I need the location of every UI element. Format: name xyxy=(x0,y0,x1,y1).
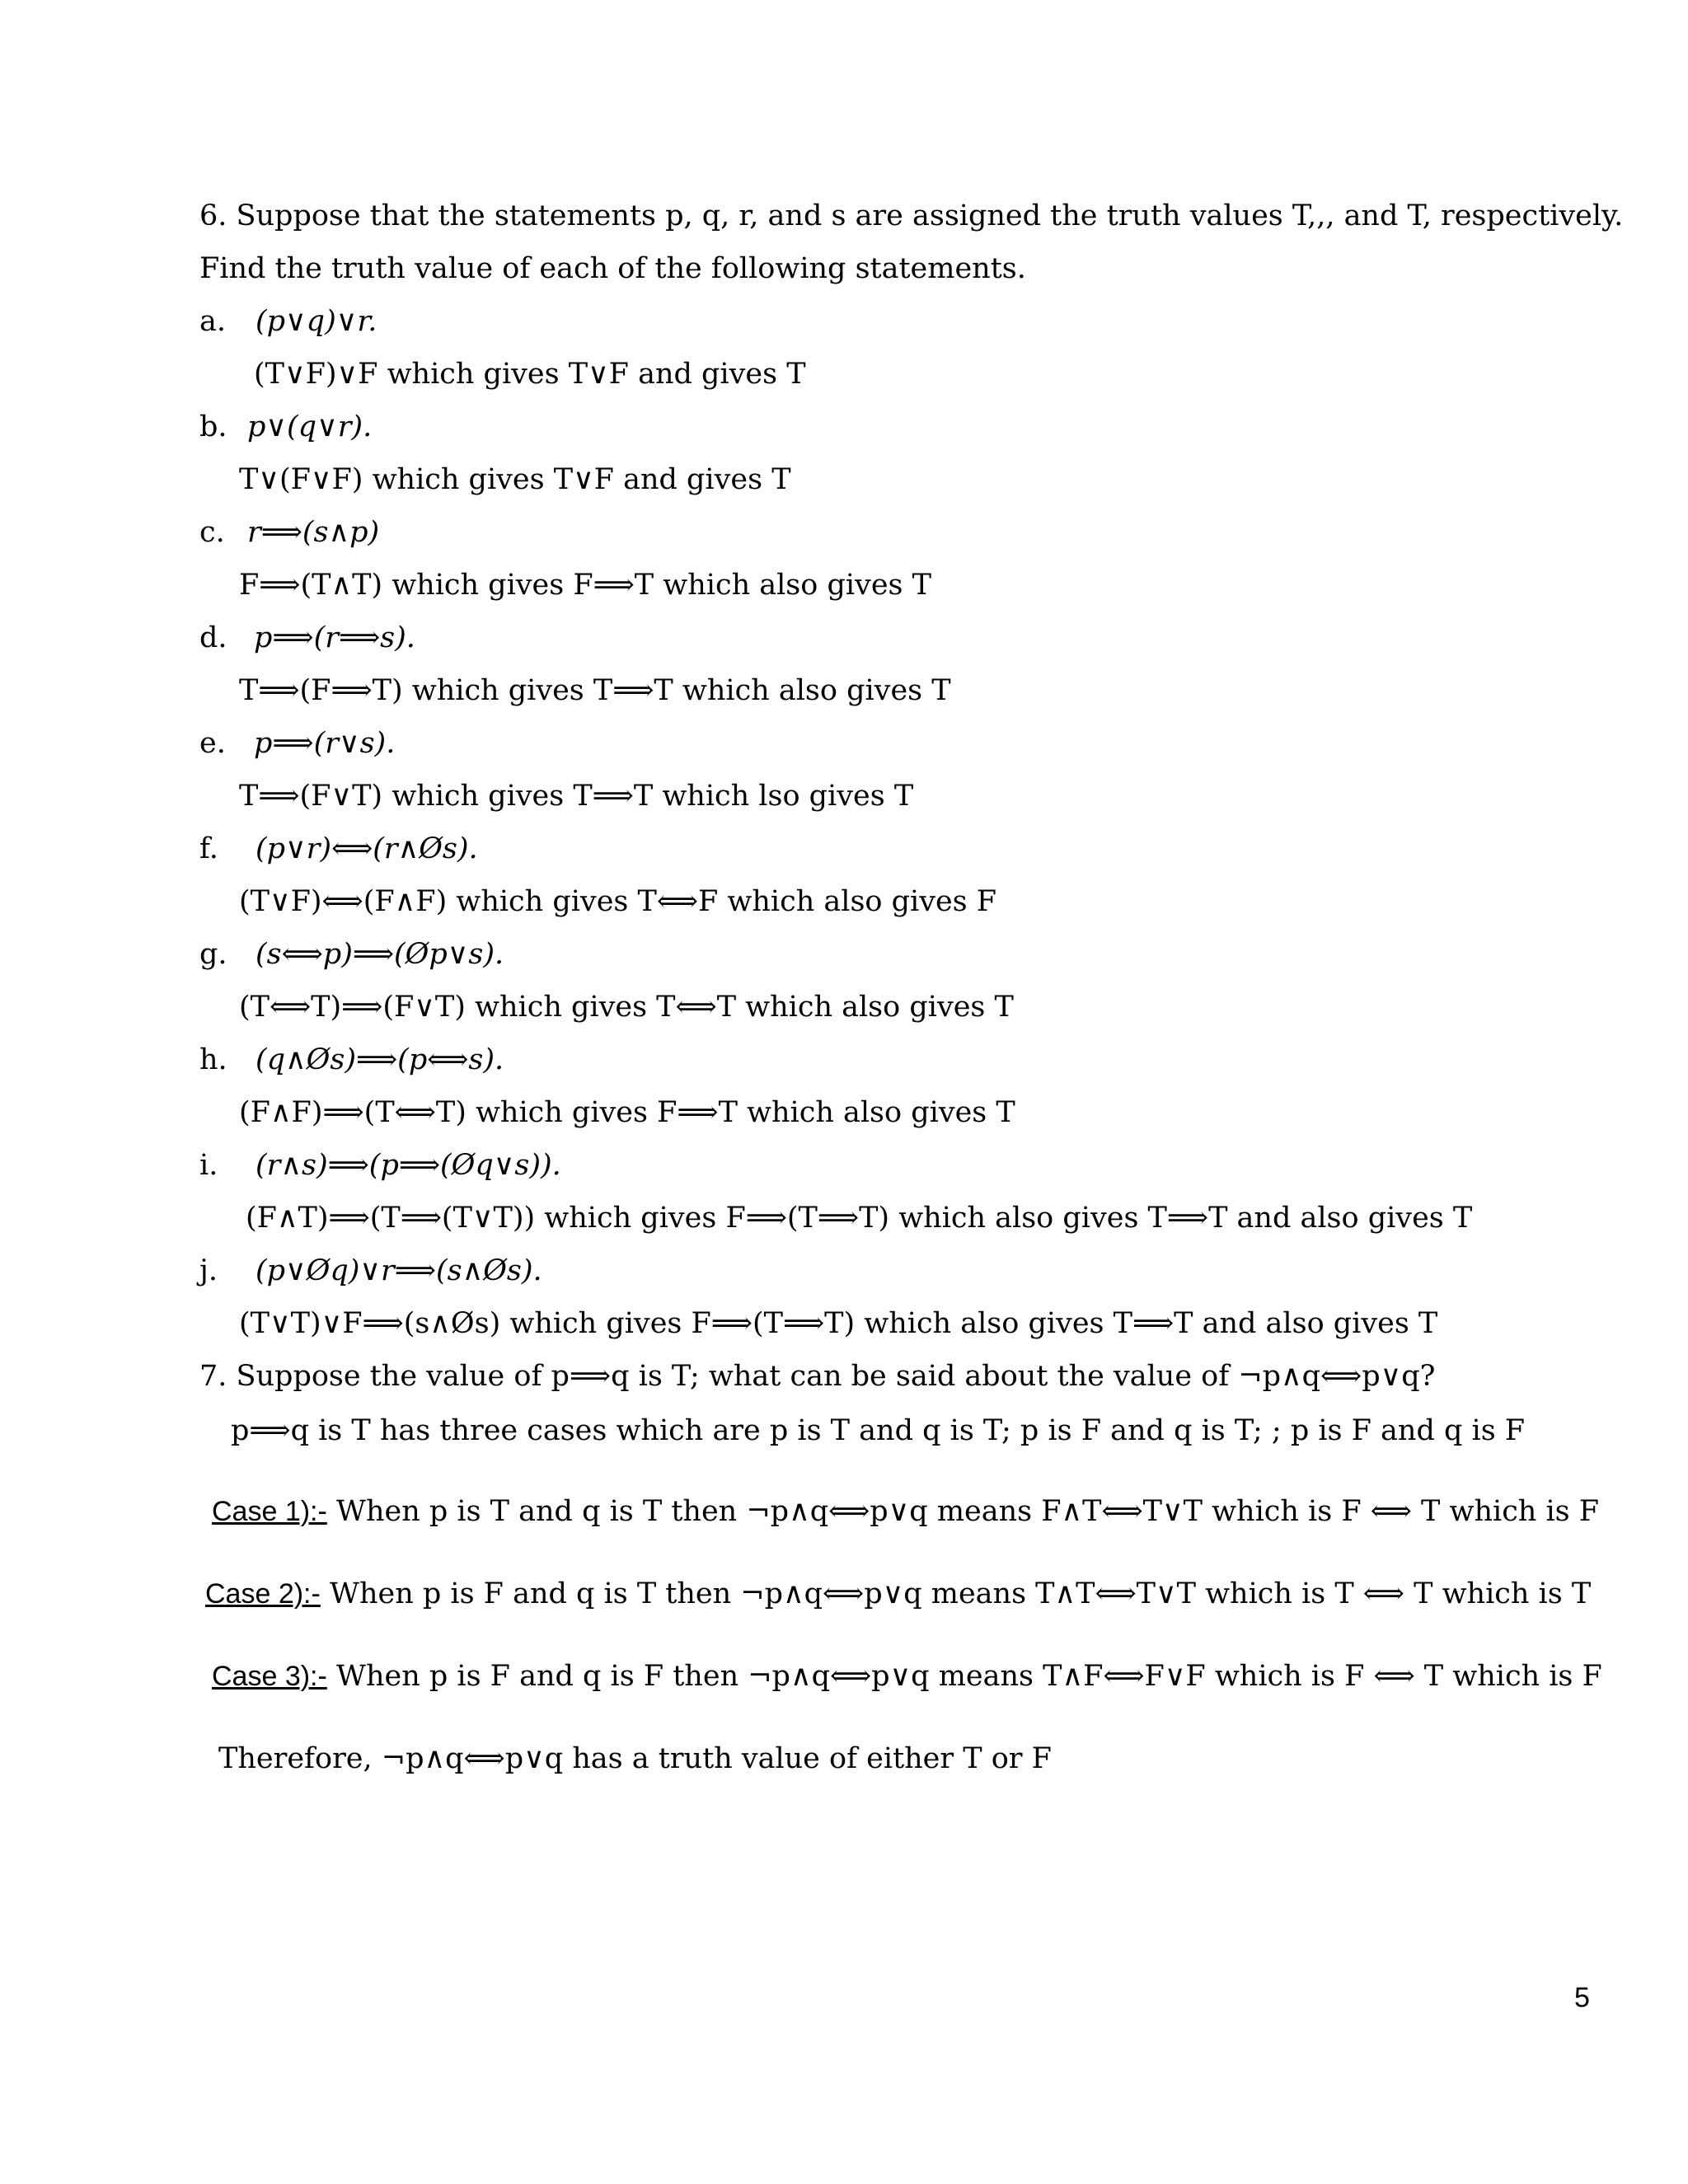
item-e-answer: T⟹(F∨T) which gives T⟹T which lso gives T xyxy=(239,780,914,813)
conclusion: Therefore, ¬p∧q⟺p∨q has a truth value of either T or F xyxy=(218,1742,1052,1775)
case-3 xyxy=(212,1658,1602,1694)
item-i-question xyxy=(199,1147,561,1183)
item-label: j. xyxy=(199,1254,218,1287)
item-label: g. xyxy=(199,938,227,971)
problem7-cases-intro: p⟹q is T has three cases which are p is T and q is T; p is F and q is T; ; p is F and q is F xyxy=(231,1414,1526,1447)
case-label: Case 2):- xyxy=(205,1578,321,1610)
item-expression: p⟹(r⟹s). xyxy=(254,621,415,654)
item-expression: (r∧s)⟹(p⟹(Øq∨s)). xyxy=(256,1149,561,1182)
problem6-intro-line2: Find the truth value of each of the following statements. xyxy=(199,252,1026,285)
item-expression: p∨(q∨r). xyxy=(247,410,373,443)
item-b-question xyxy=(199,409,372,445)
item-c-question xyxy=(199,514,379,551)
case-label: Case 3):- xyxy=(212,1661,327,1692)
item-expression: p⟹(r∨s). xyxy=(254,727,396,760)
problem6-intro-line1: 6. Suppose that the statements p, q, r, and s are assigned the truth values T,,, and T, respectively. xyxy=(199,199,1624,232)
case-label: Case 1):- xyxy=(212,1496,327,1527)
case-1 xyxy=(212,1493,1599,1530)
item-expression: (s⟺p)⟹(Øp∨s). xyxy=(256,938,504,971)
item-i-answer: (F∧T)⟹(T⟹(T∨T)) which gives F⟹(T⟹T) which also gives T⟹T and also gives T xyxy=(246,1202,1473,1235)
page-number: 5 xyxy=(1574,1982,1590,2013)
item-expression: r⟹(s∧p) xyxy=(247,516,380,549)
item-label: h. xyxy=(199,1043,227,1076)
item-g-question xyxy=(199,936,504,972)
item-g-answer: (T⟺T)⟹(F∨T) which gives T⟺T which also gives T xyxy=(239,991,1014,1024)
item-d-question xyxy=(199,620,415,656)
item-j-answer: (T∨T)∨F⟹(s∧Øs) which gives F⟹(T⟹T) which also gives T⟹T and also gives T xyxy=(239,1307,1438,1340)
item-expression: (p∨q)∨r. xyxy=(256,305,377,338)
item-h-question xyxy=(199,1042,504,1078)
case-2 xyxy=(205,1576,1591,1612)
case-text: When p is T and q is T then ¬p∧q⟺p∨q means F∧T⟺T∨T which is F ⟺ T which is F xyxy=(335,1495,1600,1528)
item-label: b. xyxy=(199,410,227,443)
item-label: d. xyxy=(199,621,227,654)
item-e-question xyxy=(199,725,395,762)
item-label: a. xyxy=(199,305,226,338)
problem7-question: 7. Suppose the value of p⟹q is T; what can be said about the value of ¬p∧q⟺p∨q? xyxy=(199,1360,1436,1393)
item-label: e. xyxy=(199,727,226,760)
item-a-question xyxy=(199,303,377,340)
item-expression: (q∧Øs)⟹(p⟺s). xyxy=(256,1043,504,1076)
item-f-answer: (T∨F)⟺(F∧F) which gives T⟺F which also gives F xyxy=(239,885,997,918)
item-expression: (p∨r)⟺(r∧Øs). xyxy=(256,832,478,865)
item-b-answer: T∨(F∨F) which gives T∨F and gives T xyxy=(239,463,791,496)
item-j-question xyxy=(199,1253,542,1289)
item-label: c. xyxy=(199,516,225,549)
item-h-answer: (F∧F)⟹(T⟺T) which gives F⟹T which also gives T xyxy=(239,1096,1015,1129)
item-d-answer: T⟹(F⟹T) which gives T⟹T which also gives T xyxy=(239,674,951,707)
item-label: i. xyxy=(199,1149,218,1182)
case-text: When p is F and q is T then ¬p∧q⟺p∨q means T∧T⟺T∨T which is T ⟺ T which is T xyxy=(329,1577,1592,1610)
item-a-answer: (T∨F)∨F which gives T∨F and gives T xyxy=(254,358,806,391)
item-label: f. xyxy=(199,832,218,865)
case-text: When p is F and q is F then ¬p∧q⟺p∨q means T∧F⟺F∨F which is F ⟺ T which is F xyxy=(335,1660,1602,1693)
item-f-question xyxy=(199,831,478,867)
item-expression: (p∨Øq)∨r⟹(s∧Øs). xyxy=(256,1254,542,1287)
item-c-answer: F⟹(T∧T) which gives F⟹T which also gives T xyxy=(239,569,931,602)
